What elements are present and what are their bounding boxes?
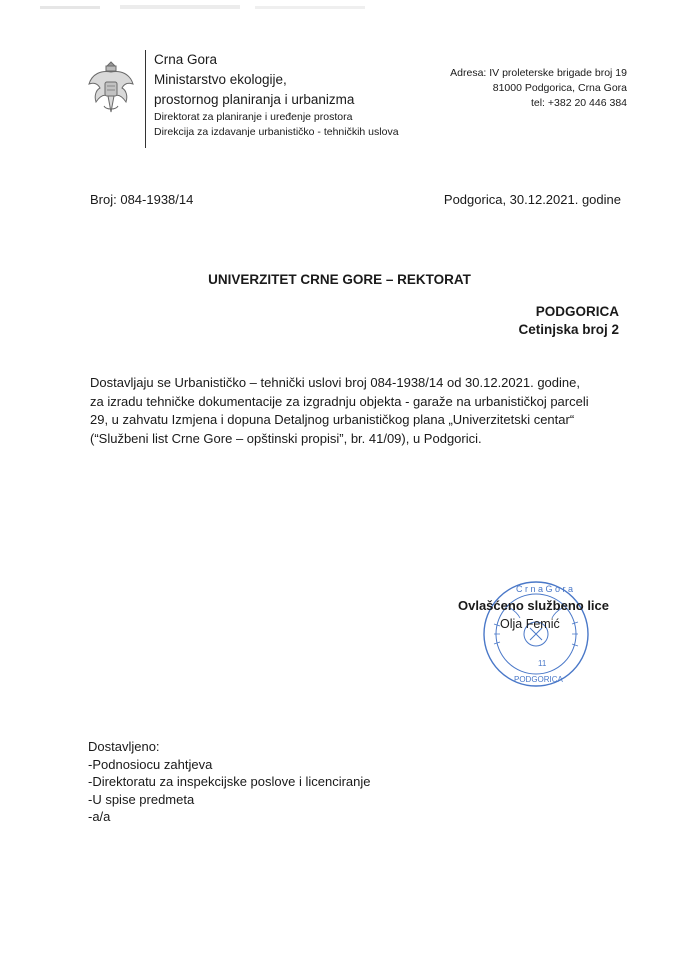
delivery-list [88, 738, 371, 826]
body-line: Dostavljaju se Urbanističko – tehnički uslovi broj 084-1938/14 od 30.12.2021. godine, [90, 375, 580, 390]
delivery-item: -Direktoratu za inspekcijske poslove i licenciranje [88, 774, 371, 789]
ministry-name-cont: prostornog planiranja i urbanizma [154, 92, 355, 107]
reference-number: Broj: 084-1938/14 [90, 192, 194, 207]
address-street: Adresa: IV proleterske brigade broj 19 [450, 67, 627, 79]
delivery-item: -U spise predmeta [88, 791, 195, 807]
body-line: za izradu tehničke dokumentacije za izgradnju objekta - garaže na urbanističkoj parceli [90, 393, 589, 409]
recipient-name: UNIVERZITET CRNE GORE – REKTORAT [208, 272, 471, 287]
stamp-number: 11 [538, 659, 547, 668]
header-divider [145, 50, 146, 148]
official-stamp-icon [480, 578, 592, 690]
ministry-name: Ministarstvo ekologije, [154, 72, 287, 87]
directorate-name: Direktorat za planiranje i uređenje prostora [154, 111, 353, 123]
recipient-city: PODGORICA [535, 304, 619, 319]
country-name: Crna Gora [154, 52, 218, 67]
body-line: 29, u zahvatu Izmjena i dopuna Detaljnog urbanističkog plana „Univerzitetski centar“ [90, 412, 575, 427]
address-phone: tel: +382 20 446 384 [530, 97, 627, 109]
recipient-street: Cetinjska broj 2 [518, 322, 619, 337]
scan-noise [40, 4, 380, 12]
document-date: Podgorica, 30.12.2021. godine [443, 192, 621, 207]
delivery-item: -Podnosiocu zahtjeva [88, 756, 213, 772]
stamp-text-top: C r n a G o r a [516, 584, 574, 594]
body-line: (“Službeni list Crne Gore – opštinski propisi”, br. 41/09), u Podgorici. [90, 430, 482, 446]
signatory-name: Olja Femić [500, 617, 560, 631]
delivery-label: Dostavljeno: [88, 739, 160, 754]
issuer-block [154, 50, 399, 140]
address-city: 81000 Podgorica, Crna Gora [492, 82, 627, 94]
issuer-address [450, 66, 627, 111]
delivery-item: -a/a [88, 809, 111, 824]
stamp-text-bottom: PODGORICA [514, 675, 563, 684]
directorate-unit: Direkcija za izdavanje urbanističko - tehničkih uslova [154, 126, 399, 138]
letter-body [90, 374, 621, 448]
recipient-address [518, 303, 619, 339]
signatory-title: Ovlašćeno službeno lice [458, 598, 609, 613]
coat-of-arms-icon [86, 56, 136, 118]
